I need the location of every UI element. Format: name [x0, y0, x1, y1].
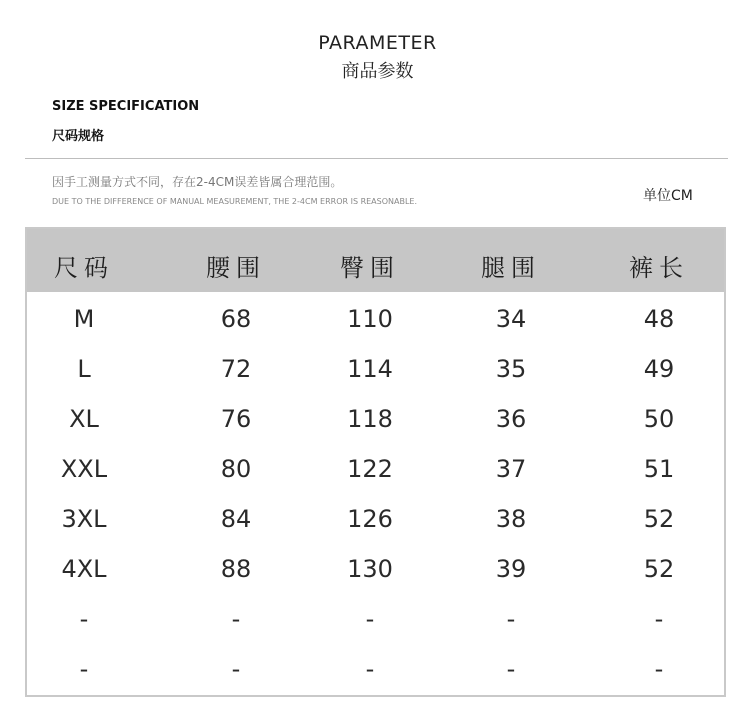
measurement-note-en: DUE TO THE DIFFERENCE OF MANUAL MEASUREMENT, THE 2-4CM ERROR IS REASONABLE. — [52, 197, 418, 206]
cell-waist: 72 — [220, 355, 252, 383]
header-size: 尺码 — [54, 254, 114, 282]
cell-length: - — [654, 605, 664, 633]
cell-length: 50 — [643, 405, 675, 433]
cell-size: 4XL — [61, 555, 107, 583]
cell-thigh: - — [506, 605, 516, 633]
cell-hip: - — [365, 655, 375, 683]
table-row — [27, 455, 724, 495]
cell-waist: 84 — [220, 505, 252, 533]
header-hip: 臀围 — [340, 254, 400, 282]
cell-size: M — [73, 305, 95, 333]
cell-thigh: 37 — [495, 455, 527, 483]
cell-size: 3XL — [61, 505, 107, 533]
cell-length: 48 — [643, 305, 675, 333]
cell-length: 52 — [643, 505, 675, 533]
cell-hip: 126 — [347, 505, 393, 533]
size-table-header — [27, 229, 724, 292]
cell-waist: 76 — [220, 405, 252, 433]
cell-size: - — [79, 655, 89, 683]
size-table-body — [27, 292, 724, 697]
cell-waist: 68 — [220, 305, 252, 333]
cell-length: - — [654, 655, 664, 683]
table-row — [27, 355, 724, 395]
cell-waist: - — [231, 605, 241, 633]
cell-waist: 88 — [220, 555, 252, 583]
section-title-en: SIZE SPECIFICATION — [52, 99, 200, 114]
page-title-en: PARAMETER — [318, 32, 437, 54]
header-length: 裤长 — [629, 254, 689, 282]
cell-thigh: 35 — [495, 355, 527, 383]
cell-hip: 114 — [347, 355, 393, 383]
page-title-cn: 商品参数 — [341, 61, 414, 82]
cell-thigh: 39 — [495, 555, 527, 583]
section-title-cn: 尺码规格 — [52, 129, 105, 144]
cell-hip: - — [365, 605, 375, 633]
table-row — [27, 505, 724, 545]
measurement-note-cn: 因手工测量方式不同，存在2-4CM误差皆属合理范围。 — [52, 175, 343, 189]
table-row — [27, 605, 724, 645]
cell-hip: 118 — [347, 405, 393, 433]
divider — [25, 158, 728, 159]
cell-hip: 130 — [347, 555, 393, 583]
table-row — [27, 655, 724, 695]
cell-thigh: - — [506, 655, 516, 683]
cell-thigh: 36 — [495, 405, 527, 433]
cell-size: L — [77, 355, 91, 383]
cell-waist: - — [231, 655, 241, 683]
cell-size: XXL — [60, 455, 108, 483]
size-table — [25, 227, 726, 697]
cell-hip: 122 — [347, 455, 393, 483]
unit-label: 单位CM — [643, 188, 693, 204]
header-waist: 腰围 — [206, 254, 266, 282]
cell-waist: 80 — [220, 455, 252, 483]
cell-length: 51 — [643, 455, 675, 483]
cell-size: XL — [69, 405, 99, 433]
cell-size: - — [79, 605, 89, 633]
table-row — [27, 405, 724, 445]
header-thigh: 腿围 — [481, 254, 541, 282]
table-row — [27, 555, 724, 595]
cell-length: 49 — [643, 355, 675, 383]
cell-hip: 110 — [347, 305, 393, 333]
cell-length: 52 — [643, 555, 675, 583]
cell-thigh: 34 — [495, 305, 527, 333]
table-row — [27, 305, 724, 345]
cell-thigh: 38 — [495, 505, 527, 533]
